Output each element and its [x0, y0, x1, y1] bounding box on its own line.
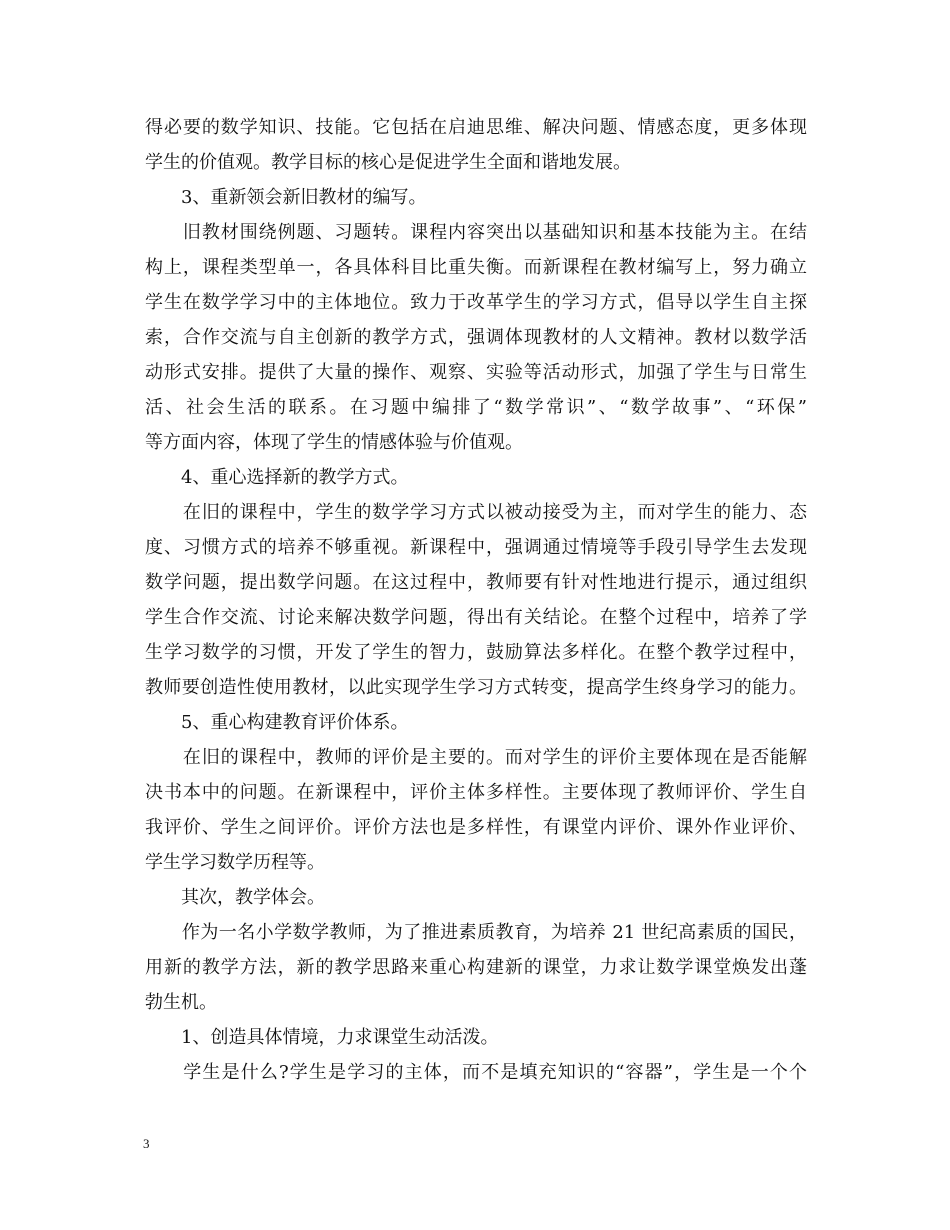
- text-line-2: 学生的价值观。教学目标的核心是促进学生全面和谐地发展。: [145, 152, 631, 173]
- text-line-17: 教师要创造性使用教材，以此实现学生学习方式转变，提高学生终身学习的能力。: [145, 677, 807, 698]
- text-line-8: 动形式安排。提供了大量的操作、观察、实验等活动形式，加强了学生与日常生: [145, 362, 807, 383]
- text-line-16: 生学习数学的习惯，开发了学生的智力，鼓励算法多样化。在整个教学过程中，: [145, 642, 807, 663]
- text-line-13: 度、习惯方式的培养不够重视。新课程中，强调通过情境等手段引导学生去发现: [145, 537, 807, 558]
- text-line-14: 数学问题，提出数学问题。在这过程中，教师要有针对性地进行提示，通过组织: [145, 572, 807, 593]
- text-line-1: 得必要的数学知识、技能。它包括在启迪思维、解决问题、情感态度，更多体现: [145, 117, 807, 138]
- text-line-5: 构上，课程类型单一，各具体科目比重失衡。而新课程在教材编写上，努力确立: [145, 257, 807, 278]
- section-heading-5: 5、重心构建教育评价体系。: [145, 712, 409, 733]
- text-line-10: 等方面内容，体现了学生的情感体验与价值观。: [145, 432, 523, 453]
- section-heading-3: 3、重新领会新旧教材的编写。: [145, 187, 427, 208]
- text-line-9: 活、社会生活的联系。在习题中编排了“数学常识”、“数学故事”、“环保”: [145, 397, 807, 418]
- text-line-28: 学生是什么?学生是学习的主体，而不是填充知识的“容器”，学生是一个个: [145, 1062, 807, 1083]
- page-number: 3: [143, 1136, 150, 1151]
- text-line-25: 用新的教学方法，新的教学思路来重心构建新的课堂，力求让数学课堂焕发出蓬: [145, 957, 807, 978]
- text-line-4: 旧教材围绕例题、习题转。课程内容突出以基础知识和基本技能为主。在结: [145, 222, 807, 243]
- text-line-22: 学生学习数学历程等。: [145, 852, 325, 873]
- text-line-12: 在旧的课程中，学生的数学学习方式以被动接受为主，而对学生的能力、态: [145, 502, 807, 523]
- text-line-19: 在旧的课程中，教师的评价是主要的。而对学生的评价主要体现在是否能解: [145, 747, 807, 768]
- section-heading-4: 4、重心选择新的教学方式。: [145, 467, 409, 488]
- section-heading-1: 1、创造具体情境，力求课堂生动活泼。: [145, 1027, 499, 1048]
- text-line-6: 学生在数学学习中的主体地位。致力于改革学生的学习方式，倡导以学生自主探: [145, 292, 807, 313]
- section-heading-secondly: 其次，教学体会。: [145, 887, 325, 908]
- text-line-15: 学生合作交流、讨论来解决数学问题，得出有关结论。在整个过程中，培养了学: [145, 607, 807, 628]
- text-line-24: 作为一名小学数学教师，为了推进素质教育，为培养 21 世纪高素质的国民，: [145, 922, 807, 943]
- text-line-26: 勃生机。: [145, 992, 217, 1013]
- text-line-20: 决书本中的问题。在新课程中，评价主体多样性。主要体现了教师评价、学生自: [145, 782, 807, 803]
- body-text: [145, 110, 807, 1090]
- text-line-7: 索，合作交流与自主创新的教学方式，强调体现教材的人文精神。教材以数学活: [145, 327, 807, 348]
- text-line-21: 我评价、学生之间评价。评价方法也是多样性，有课堂内评价、课外作业评价、: [145, 817, 807, 838]
